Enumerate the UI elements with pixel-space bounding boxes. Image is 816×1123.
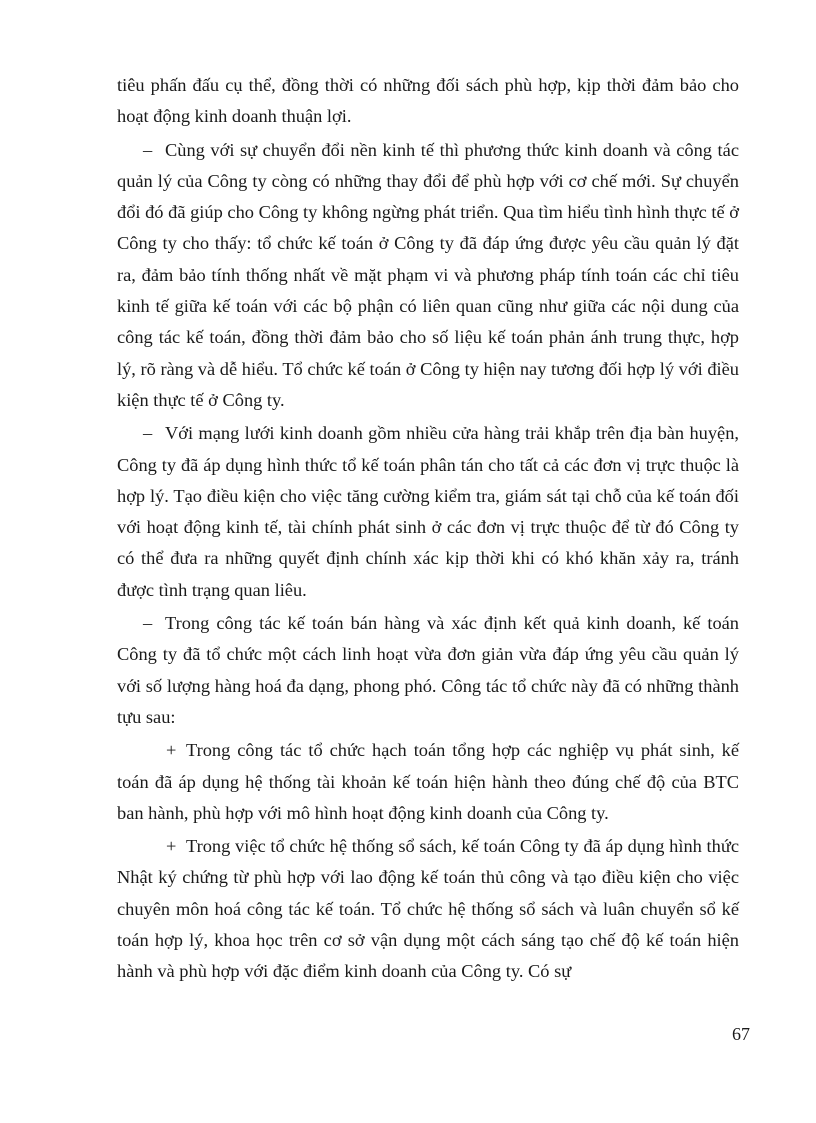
- plus-bullet: +: [166, 836, 177, 857]
- paragraph-text: Trong việc tổ chức hệ thống sổ sách, kế toán Công ty đã áp dụng hình thức Nhật ký chứng từ phù hợp với lao động kế toán thủ công và tạo điều kiện cho việc chuyên môn hoá công tác kế toán. Tổ chức hệ thống sổ sách và luân chuyển sổ kế toán hợp lý, khoa học trên cơ sở vận dụng một cách sáng tạo chế độ kế toán hiện hành và phù hợp với đặc điểm kinh doanh của Công ty. Có sự: [117, 836, 739, 982]
- dash-bullet: –: [143, 139, 153, 160]
- paragraph-6: [117, 831, 739, 987]
- paragraph-text: Trong công tác tổ chức hạch toán tổng hợp các nghiệp vụ phát sinh, kế toán đã áp dụng hệ thống tài khoản kế toán hiện hành theo đúng chế độ của BTC ban hành, phù hợp với mô hình hoạt động kinh doanh của Công ty.: [117, 740, 739, 823]
- page-number: 67: [732, 1024, 750, 1044]
- paragraph-2: [117, 135, 739, 417]
- plus-bullet: +: [166, 740, 177, 761]
- paragraph-text: Trong công tác kế toán bán hàng và xác định kết quả kinh doanh, kế toán Công ty đã tổ chức một cách linh hoạt vừa đơn giản vừa đáp ứng yêu cầu quản lý với số lượng hàng hoá đa dạng, phong phó. Công tác tổ chức này đã có những thành tựu sau:: [117, 613, 739, 727]
- dash-bullet: –: [143, 613, 153, 634]
- paragraph-3: [117, 418, 739, 606]
- paragraph-text: Cùng với sự chuyển đổi nền kinh tế thì phương thức kinh doanh và công tác quản lý của Công ty còng có những thay đổi để phù hợp với cơ chế mới. Sự chuyển đổi đó đã giúp cho Công ty không ngừng phát triển. Qua tìm hiểu tình hình thực tế ở Công ty cho thấy: tổ chức kế toán ở Công ty đã đáp ứng được yêu cầu quản lý đặt ra, đảm bảo tính thống nhất về mặt phạm vi và phương pháp tính toán các chỉ tiêu kinh tế giữa kế toán với các bộ phận có liên quan cũng như giữa các nội dung của công tác kế toán, đồng thời đảm bảo cho số liệu kế toán phản ánh trung thực, hợp lý, rõ ràng và dễ hiểu. Tổ chức kế toán ở Công ty hiện nay tương đối hợp lý với điều kiện thực tế ở Công ty.: [117, 139, 739, 410]
- dash-bullet: –: [143, 423, 153, 444]
- document-body: [117, 70, 739, 990]
- paragraph-1: [117, 70, 739, 133]
- paragraph-text: tiêu phấn đấu cụ thể, đồng thời có những đối sách phù hợp, kịp thời đảm bảo cho hoạt động kinh doanh thuận lợi.: [117, 75, 739, 127]
- paragraph-text: Với mạng lưới kinh doanh gồm nhiều cửa hàng trải khắp trên địa bàn huyện, Công ty đã áp dụng hình thức tổ kế toán phân tán cho tất cả các đơn vị trực thuộc là hợp lý. Tạo điều kiện cho việc tăng cường kiểm tra, giám sát tại chỗ của kế toán đối với hoạt động kinh tế, tài chính phát sinh ở các đơn vị trực thuộc để từ đó Công ty có thể đưa ra những quyết định chính xác kịp thời khi có khó khăn xảy ra, tránh được tình trạng quan liêu.: [117, 423, 739, 600]
- paragraph-4: [117, 608, 739, 733]
- paragraph-5: [117, 735, 739, 829]
